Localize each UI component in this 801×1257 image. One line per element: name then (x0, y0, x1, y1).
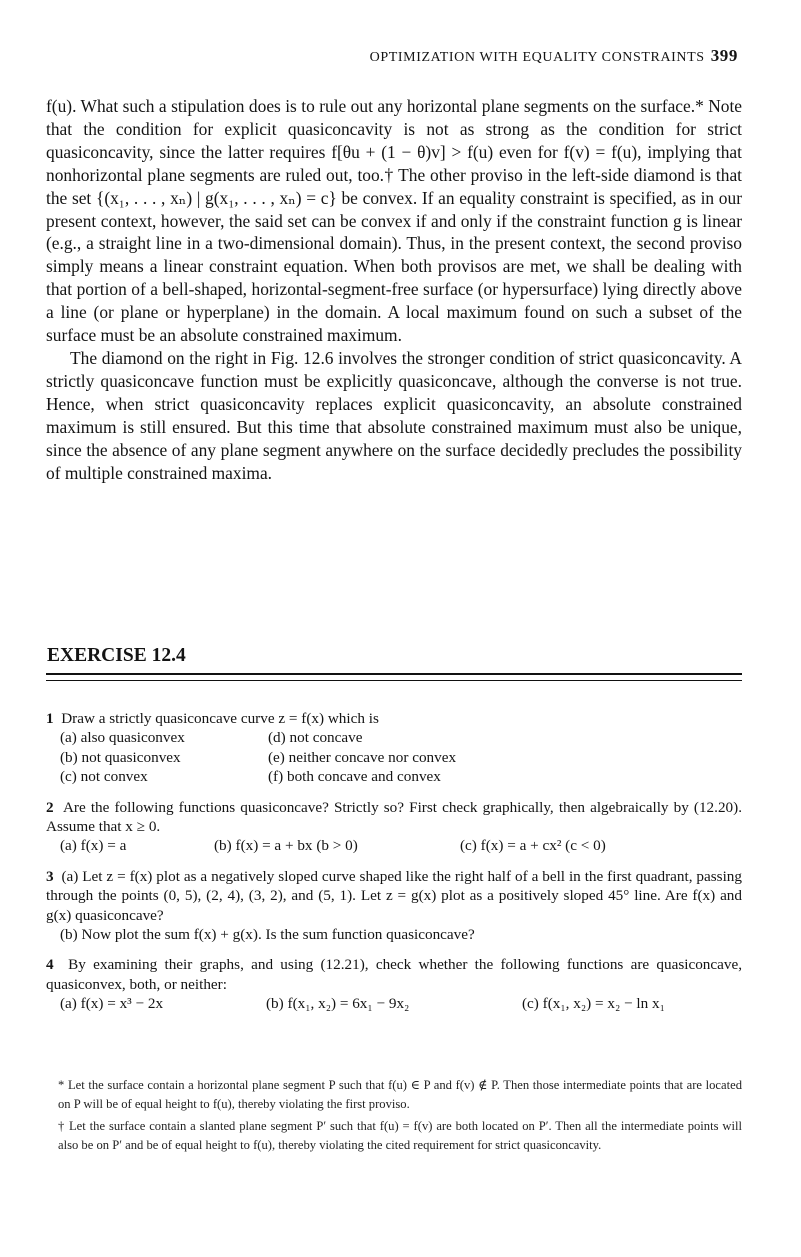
option-item: (c) f(x₁, x₂) = x₂ − ln x₁ (522, 995, 665, 1013)
question-text: Draw a strictly quasiconcave curve z = f(x) which is (61, 710, 379, 727)
question-text: By examining their graphs, and using (12.21), check whether the following functions are quasiconcave, quasiconvex, both, or neither: (46, 956, 742, 993)
option-row (46, 748, 742, 767)
heading-rule-thin (46, 680, 742, 681)
option-item: (e) neither concave nor convex (268, 748, 457, 766)
option-item: (b) not quasiconvex (60, 748, 181, 766)
option-item: (a) f(x) = x³ − 2x (60, 995, 164, 1013)
exercise-question-3 (46, 867, 742, 945)
exercise-question-1 (46, 709, 742, 787)
paragraph-2: The diamond on the right in Fig. 12.6 involves the stronger condition of strict quasiconcavity. A strictly quasiconcave function must be explicitly quasiconcave, although the converse is not true. Hence, when strict quasiconcavity replaces explicit quasiconcavity, an absolute constrained maximum is still ensured. But this time that absolute constrained maximum must also be unique, since the absence of any plane segment anywhere on the surface decidedly precludes the possibility of multiple constrained maxima. (46, 347, 742, 483)
option-item: (a) f(x) = a (60, 837, 127, 855)
exercise-heading: EXERCISE 12.4 (47, 645, 186, 666)
option-item: (d) not concave (268, 729, 363, 747)
exercise-question-2 (46, 798, 742, 856)
option-row (46, 767, 742, 786)
question-number: 4 (46, 956, 54, 974)
exercise-list (46, 709, 742, 1025)
option-item: (c) not convex (60, 768, 148, 786)
question-number: 2 (46, 798, 54, 816)
paragraph-1: f(u). What such a stipulation does is to rule out any horizontal plane segments on the surface.* Note that the condition for explicit quasiconcavity is not as strong as the condition for strict quasiconcavity, since the latter requires f[θu + (1 − θ)v] > f(u) even for f(v) = f(u), implying that nonhorizontal plane segments are ruled out, too.† The other proviso in the left-side diamond is that the set {(x₁, . . . , xₙ) | g(x₁, . . . , xₙ) = c} be convex. If an equality constraint is specified, as in our present context, however, the said set can be convex if and only if the constraint function g is linear (e.g., a straight line in a two-dimensional domain). Thus, in the present context, the second proviso simply means a linear constraint equation. When both provisos are met, we shall be dealing with that portion of a bell-shaped, horizontal-segment-free surface (or hypersurface) lying directly above a line (or plane or hyperplane) in the domain. A local maximum found on such a subset of the surface must be an absolute constrained maximum. (46, 96, 742, 346)
footnote-1: * Let the surface contain a horizontal plane segment P such that f(u) ∈ P and f(v) ∉ P. Then those intermediate points that are located on P will be of equal height to f(u), thereby violating the first proviso. (58, 1078, 742, 1111)
option-row (46, 994, 742, 1013)
question-subpart: (b) Now plot the sum f(x) + g(x). Is the sum function quasiconcave? (60, 926, 475, 944)
exercise-question-4 (46, 955, 742, 1013)
question-number: 3 (46, 867, 54, 885)
option-item: (c) f(x) = a + cx² (c < 0) (460, 837, 606, 855)
option-row (46, 836, 742, 855)
option-item: (a) also quasiconvex (60, 729, 185, 747)
question-number: 1 (46, 710, 54, 727)
running-head-title: OPTIMIZATION WITH EQUALITY CONSTRAINTS (369, 50, 705, 65)
running-head (370, 46, 738, 66)
option-item: (b) f(x) = a + bx (b > 0) (214, 837, 358, 855)
option-item: (f) both concave and convex (268, 768, 441, 786)
footnotes (58, 1076, 742, 1158)
option-row (46, 728, 742, 747)
question-text: (a) Let z = f(x) plot as a negatively sloped curve shaped like the right half of a bell in the first quadrant, passing through the points (0, 5), (2, 4), (3, 2), and (5, 1). Let z = g(x) plot as a positively sloped 45° line. Are f(x) and g(x) quasiconcave? (46, 867, 742, 924)
footnote-2: † Let the surface contain a slanted plane segment P′ such that f(u) = f(v) are both located on P′. Then all the intermediate points will also be on P′ and be of equal height to f(u), thereby violating the cited requirement for strict quasiconcavity. (58, 1119, 742, 1152)
page-number: 399 (710, 46, 738, 65)
body-text (46, 95, 742, 484)
heading-rule-thick (46, 673, 742, 675)
question-text: Are the following functions quasiconcave? Strictly so? First check graphically, then algebraically by (12.20). Assume that x ≥ 0. (46, 798, 742, 836)
option-item: (b) f(x₁, x₂) = 6x₁ − 9x₂ (266, 995, 410, 1013)
